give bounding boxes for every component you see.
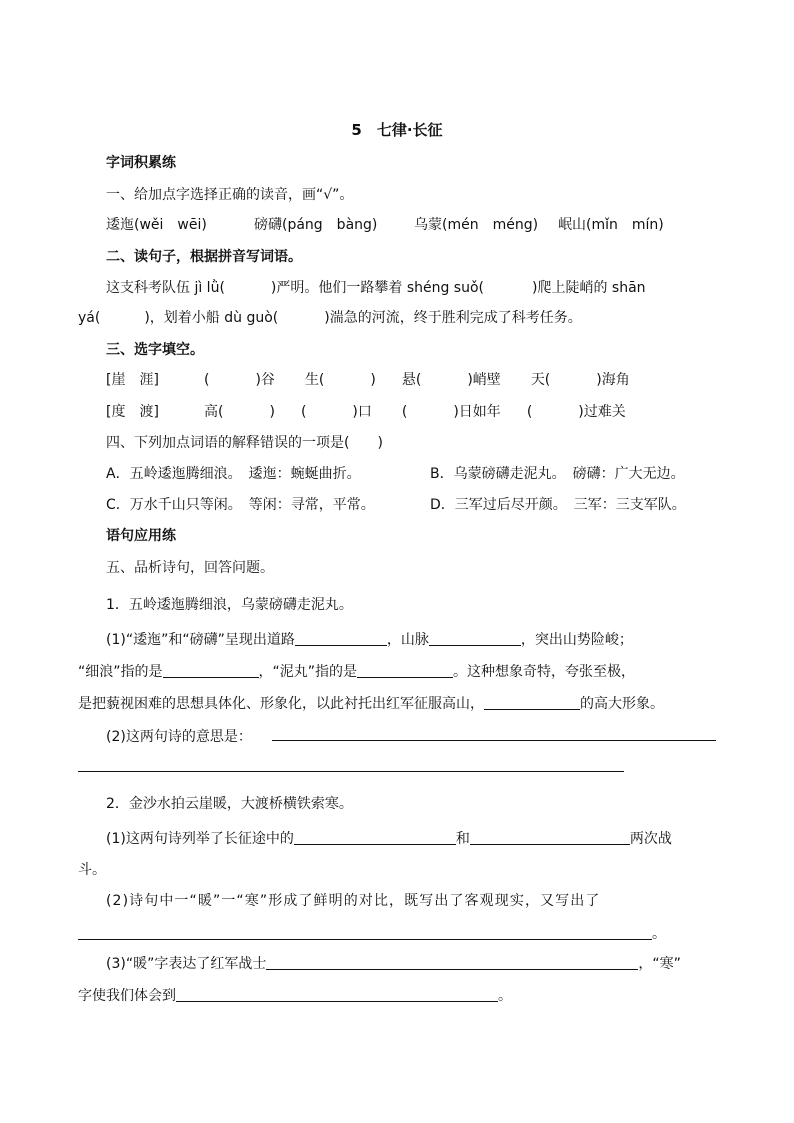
answer-blank[interactable] <box>484 695 580 710</box>
question-1-items <box>106 215 664 235</box>
p2-sub-2-line-2 <box>78 924 666 944</box>
p2-text: 两次战 <box>629 831 672 847</box>
q3-text: 生( <box>304 372 325 388</box>
answer-blank[interactable] <box>429 631 521 646</box>
question-4-row-1 <box>106 464 685 484</box>
answer-line[interactable] <box>78 771 624 772</box>
question-3-row-1 <box>106 370 630 390</box>
p1-text: 。这种想象奇特，夸张至极， <box>453 664 636 680</box>
q1-item[interactable]: 磅礴(páng bàng) <box>254 217 378 233</box>
section-heading-application: 语句应用练 <box>106 528 176 544</box>
q3-text: ) <box>269 404 275 420</box>
p1-text: ，山脉 <box>386 632 429 648</box>
question-2-heading: 二、读句子，根据拼音写词语。 <box>106 249 302 265</box>
q3-text: ) <box>370 372 376 388</box>
answer-blank[interactable] <box>294 830 456 845</box>
question-4-row-2 <box>106 495 686 515</box>
q1-item[interactable]: 岷山(mǐn mín) <box>558 217 664 233</box>
answer-blank[interactable] <box>295 631 387 646</box>
q2-text: )湍急的河流，终于胜利完成了科考任务。 <box>324 310 582 326</box>
p1-text: 是把藐视困难的思想具体化、形象化，以此衬托出红军征服高山， <box>78 696 484 712</box>
q3-text: 悬( <box>401 372 422 388</box>
p1-text: ，突出山势险峻； <box>520 632 633 648</box>
p2-text: ，“寒” <box>638 956 681 972</box>
question-2-line-2 <box>78 308 582 328</box>
answer-blank[interactable] <box>78 925 652 940</box>
q3-text: )过难关 <box>578 404 626 420</box>
q2-text: )严明。他们一路攀着 shéng suǒ( <box>270 280 485 296</box>
section-heading-vocab: 字词积累练 <box>106 155 176 171</box>
p2-sub-3-line-2 <box>78 986 512 1006</box>
p2-sub-3-line-1 <box>106 954 681 974</box>
q2-text: )爬上陡峭的 shān <box>532 280 646 296</box>
option-a[interactable]: A．五岭逶迤腾细浪。 逶迤：蜿蜒曲折。 <box>106 466 361 482</box>
q2-text: 这支科考队伍 jì lǜ( <box>106 280 225 296</box>
answer-blank[interactable] <box>176 987 498 1002</box>
q3-text: ( <box>526 404 533 420</box>
question-3-row-2 <box>106 402 626 422</box>
q3-text: )峭壁 <box>467 372 501 388</box>
q3-text: 高( <box>204 404 224 420</box>
answer-line[interactable] <box>272 740 716 741</box>
p1-text: ，“泥丸”指的是 <box>258 664 358 680</box>
answer-blank[interactable] <box>163 663 259 678</box>
p2-sub-2-line-1: (2)诗句中一“暖”一“寒”形成了鲜明的对比，既写出了客观现实，又写出了 <box>106 893 601 909</box>
p2-text: (1)这两句诗列举了长征途中的 <box>106 831 294 847</box>
p1-text: “细浪”指的是 <box>78 664 163 680</box>
q3-text: )海角 <box>596 372 630 388</box>
q3-text: )谷 <box>255 372 275 388</box>
p2-sub-1-line-2: 斗。 <box>78 862 106 878</box>
char-pair: [度 渡] <box>106 404 159 420</box>
answer-blank[interactable] <box>470 830 630 845</box>
p2-text: 。 <box>652 926 666 942</box>
q2-text: )，划着小船 dù guò( <box>144 310 279 326</box>
answer-blank[interactable] <box>357 663 453 678</box>
page-title: 5 七律·长征 <box>351 121 443 139</box>
q1-item[interactable]: 乌蒙(mén méng) <box>414 217 539 233</box>
answer-blank[interactable] <box>266 955 638 970</box>
q3-text: ( <box>204 372 210 388</box>
option-d[interactable]: D．三军过后尽开颜。 三军：三支军队。 <box>430 497 686 513</box>
question-3-heading: 三、选字填空。 <box>106 342 204 358</box>
p1-text: (1)“逶迤”和“磅礴”呈现出道路 <box>106 632 295 648</box>
q1-item[interactable]: 逶迤(wěi wēi) <box>106 217 207 233</box>
poem-1: 1．五岭逶迤腾细浪，乌蒙磅礴走泥丸。 <box>106 597 353 613</box>
p1-sub-1-line-1 <box>106 630 633 650</box>
p1-sub-1-line-2 <box>78 662 635 682</box>
char-pair: [崖 涯] <box>106 372 159 388</box>
p1-sub-2-label: (2)这两句诗的意思是： <box>106 729 252 745</box>
p1-sub-1-line-3 <box>78 694 664 714</box>
question-2-line-1 <box>106 278 646 298</box>
p2-text: (3)“暖”字表达了红军战士 <box>106 956 267 972</box>
p1-text: 的高大形象。 <box>580 696 664 712</box>
question-4-heading: 四、下列加点词语的解释错误的一项是( ) <box>106 435 383 451</box>
question-1-heading: 一、给加点字选择正确的读音，画“√”。 <box>106 187 354 203</box>
p2-text: 字使我们体会到 <box>78 988 176 1004</box>
q3-text: ( <box>401 404 408 420</box>
q3-text: )口 <box>352 404 372 420</box>
q3-text: )日如年 <box>453 404 501 420</box>
p2-text: 。 <box>498 988 512 1004</box>
question-5-heading: 五、品析诗句，回答问题。 <box>106 560 274 576</box>
p2-sub-1-line-1 <box>106 829 672 849</box>
q3-text: 天( <box>530 372 551 388</box>
option-c[interactable]: C．万水千山只等闲。 等闲：寻常，平常。 <box>106 497 375 513</box>
q2-text: yá( <box>78 310 101 326</box>
poem-2: 2．金沙水拍云崖暖，大渡桥横铁索寒。 <box>106 796 353 812</box>
q3-text: ( <box>300 404 307 420</box>
option-b[interactable]: B．乌蒙磅礴走泥丸。 磅礴：广大无边。 <box>430 466 685 482</box>
p2-text: 和 <box>455 831 470 847</box>
